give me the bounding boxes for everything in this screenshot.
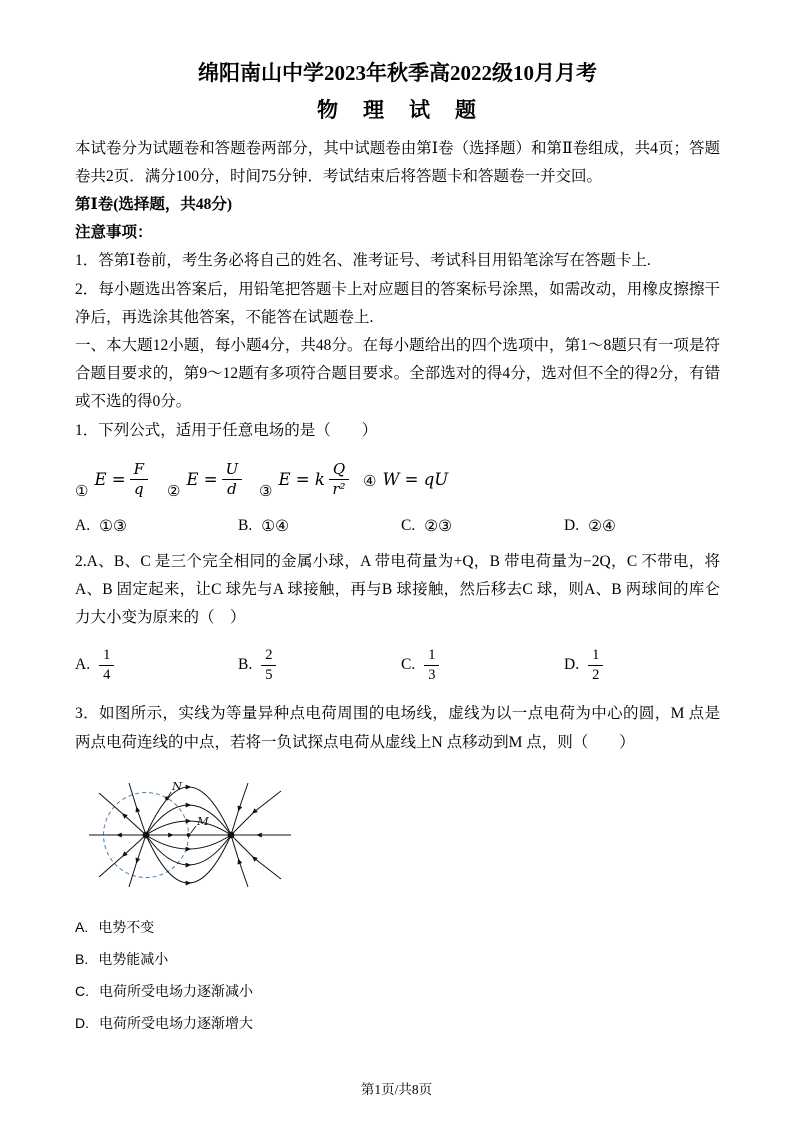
q3-option-c-text: 电荷所受电场力逐渐减小 [99, 982, 253, 999]
q1-option-c-text: ②③ [424, 517, 453, 535]
question-3-stem: 3．如图所示，实线为等量异种点电荷周围的电场线，虚线为以一点电荷为中心的圆，M 点是两点电荷连线的中点，若将一负试探点电荷从虚线上N 点移动到M 点，则（ ） [75, 705, 720, 751]
q1-option-c [401, 517, 564, 536]
exam-subtitle: 物 理 试 题 [317, 98, 478, 123]
exam-intro: 本试卷分为试题卷和答题卷两部分，其中试题卷由第Ⅰ卷（选择题）和第Ⅱ卷组成，共4页；答题卷共2页．满分100分，时间75分钟．考试结束后将答题卡和答题卷一并交回。 [75, 139, 720, 185]
notice-item-2: 2．每小题选出答案后，用铅笔把答题卡上对应题目的答案标号涂黑，如需改动，用橡皮擦擦干净后，再选涂其他答案，不能答在试题卷上. [75, 280, 720, 326]
q3-option-a [75, 917, 720, 938]
formula-1-denominator: q [133, 480, 144, 499]
exam-title: 绵阳南山中学2023年秋季高2022级10月月考 [198, 61, 597, 85]
q3-option-b-label: B. [75, 950, 89, 967]
q2-option-a-numerator: 1 [99, 647, 114, 666]
q1-option-c-label: C. [401, 517, 416, 535]
formula-3-number: ③ [259, 483, 273, 500]
q2-option-a-fraction [99, 647, 114, 683]
formula-3-denominator: r² [332, 480, 346, 499]
formula-3-math [278, 461, 349, 499]
q3-option-c-label: C. [75, 982, 89, 999]
question-1-options [75, 517, 720, 536]
formula-1 [75, 461, 167, 499]
formula-1-number: ① [75, 483, 89, 500]
q3-option-a-text: 电势不变 [98, 918, 155, 935]
formula-4-expression: W = qU [382, 470, 449, 490]
q1-option-b-label: B. [238, 517, 253, 535]
q2-option-c [401, 647, 564, 683]
formula-4-number: ④ [363, 474, 377, 491]
q2-option-c-denominator: 3 [428, 666, 436, 683]
q2-option-b [238, 647, 401, 683]
section-header: 第Ⅰ卷(选择题，共48分) [75, 196, 233, 213]
formula-1-numerator: F [130, 461, 148, 480]
question-2-stem: 2.A、B、C 是三个完全相同的金属小球，A 带电荷量为+Q，B 带电荷量为−2Q，C 不带电，将A、B 固定起来，让C 球先与A 球接触，再与B 球接触，然后移去C 球，则A、B 两球间的库仑力大小变为原来的（ ） [75, 552, 720, 627]
formula-2-fraction [222, 461, 243, 499]
notice-title: 注意事项： [75, 224, 153, 242]
q2-option-d-label: D. [564, 656, 580, 674]
formula-2-numerator: U [222, 461, 243, 480]
page-footer: 第1页/共8页 [360, 1082, 433, 1097]
q3-option-b [75, 949, 720, 970]
q3-option-a-label: A. [75, 918, 89, 935]
q2-option-a-denominator: 4 [103, 666, 111, 683]
q2-option-a [75, 647, 238, 683]
formula-3-lhs: E = k [278, 470, 325, 490]
question-1-stem: 1．下列公式，适用于任意电场的是（ ） [75, 421, 378, 439]
q2-option-d-denominator: 2 [592, 666, 600, 683]
q1-option-b-text: ①④ [261, 517, 290, 535]
formula-3-fraction [329, 461, 349, 499]
part-one-intro: 一、本大题12小题，每小题4分，共48分。在每小题给出的四个选项中，第1～8题只有一项是符合题目要求的，第9～12题有多项符合题目要求。全部选对的得4分，选对但不全的得2分，有错或不选的得0分。 [75, 337, 720, 411]
q1-option-a-label: A. [75, 517, 91, 535]
question-1-formula-row [75, 455, 720, 505]
point-M-dot [187, 833, 191, 837]
formula-1-lhs: E = [94, 470, 126, 490]
question-2-options [75, 642, 720, 688]
formula-3 [259, 461, 363, 499]
q2-option-d-numerator: 1 [588, 647, 603, 666]
point-M-pointer [191, 826, 197, 834]
q3-option-b-text: 电势能减小 [98, 950, 169, 967]
formula-4 [363, 470, 448, 489]
q1-option-d [564, 517, 616, 536]
left-charge-dot [143, 831, 150, 838]
formula-1-math [94, 461, 148, 499]
q2-option-c-numerator: 1 [424, 647, 439, 666]
q2-option-a-label: A. [75, 656, 91, 674]
formula-2-number: ② [167, 483, 181, 500]
q2-option-c-label: C. [401, 656, 416, 674]
question-3-figure [71, 765, 720, 906]
q3-option-c [75, 981, 720, 1002]
q1-option-b [238, 517, 401, 536]
q3-option-d-text: 电荷所受电场力逐渐增大 [99, 1014, 253, 1031]
field-lines-figure [71, 765, 315, 901]
q1-option-a-text: ①③ [99, 517, 127, 535]
q2-option-b-numerator: 2 [261, 647, 276, 666]
formula-2-lhs: E = [186, 470, 218, 490]
q2-option-d [564, 647, 603, 683]
notice-item-1: 1．答第Ⅰ卷前，考生务必将自己的姓名、准考证号、考试科目用铅笔涂写在答题卡上. [75, 252, 651, 270]
formula-3-numerator: Q [329, 461, 349, 480]
q2-option-b-denominator: 5 [265, 666, 273, 683]
formula-1-fraction [130, 461, 148, 499]
right-charge-dot [228, 831, 235, 838]
point-M-label: M [197, 813, 209, 828]
formula-4-math [382, 470, 448, 489]
q2-option-b-label: B. [238, 656, 253, 674]
q2-option-b-fraction [261, 647, 276, 683]
q2-option-c-fraction [424, 647, 439, 683]
formula-2 [167, 461, 259, 499]
formula-2-math [186, 461, 242, 499]
q1-option-a [75, 517, 238, 536]
q1-option-d-label: D. [564, 517, 580, 535]
q2-option-d-fraction [588, 647, 603, 683]
q3-option-d-label: D. [75, 1014, 89, 1031]
q1-option-d-text: ②④ [588, 517, 616, 535]
q3-option-d [75, 1013, 720, 1034]
point-N-label: N [172, 778, 183, 793]
formula-2-denominator: d [227, 480, 237, 499]
